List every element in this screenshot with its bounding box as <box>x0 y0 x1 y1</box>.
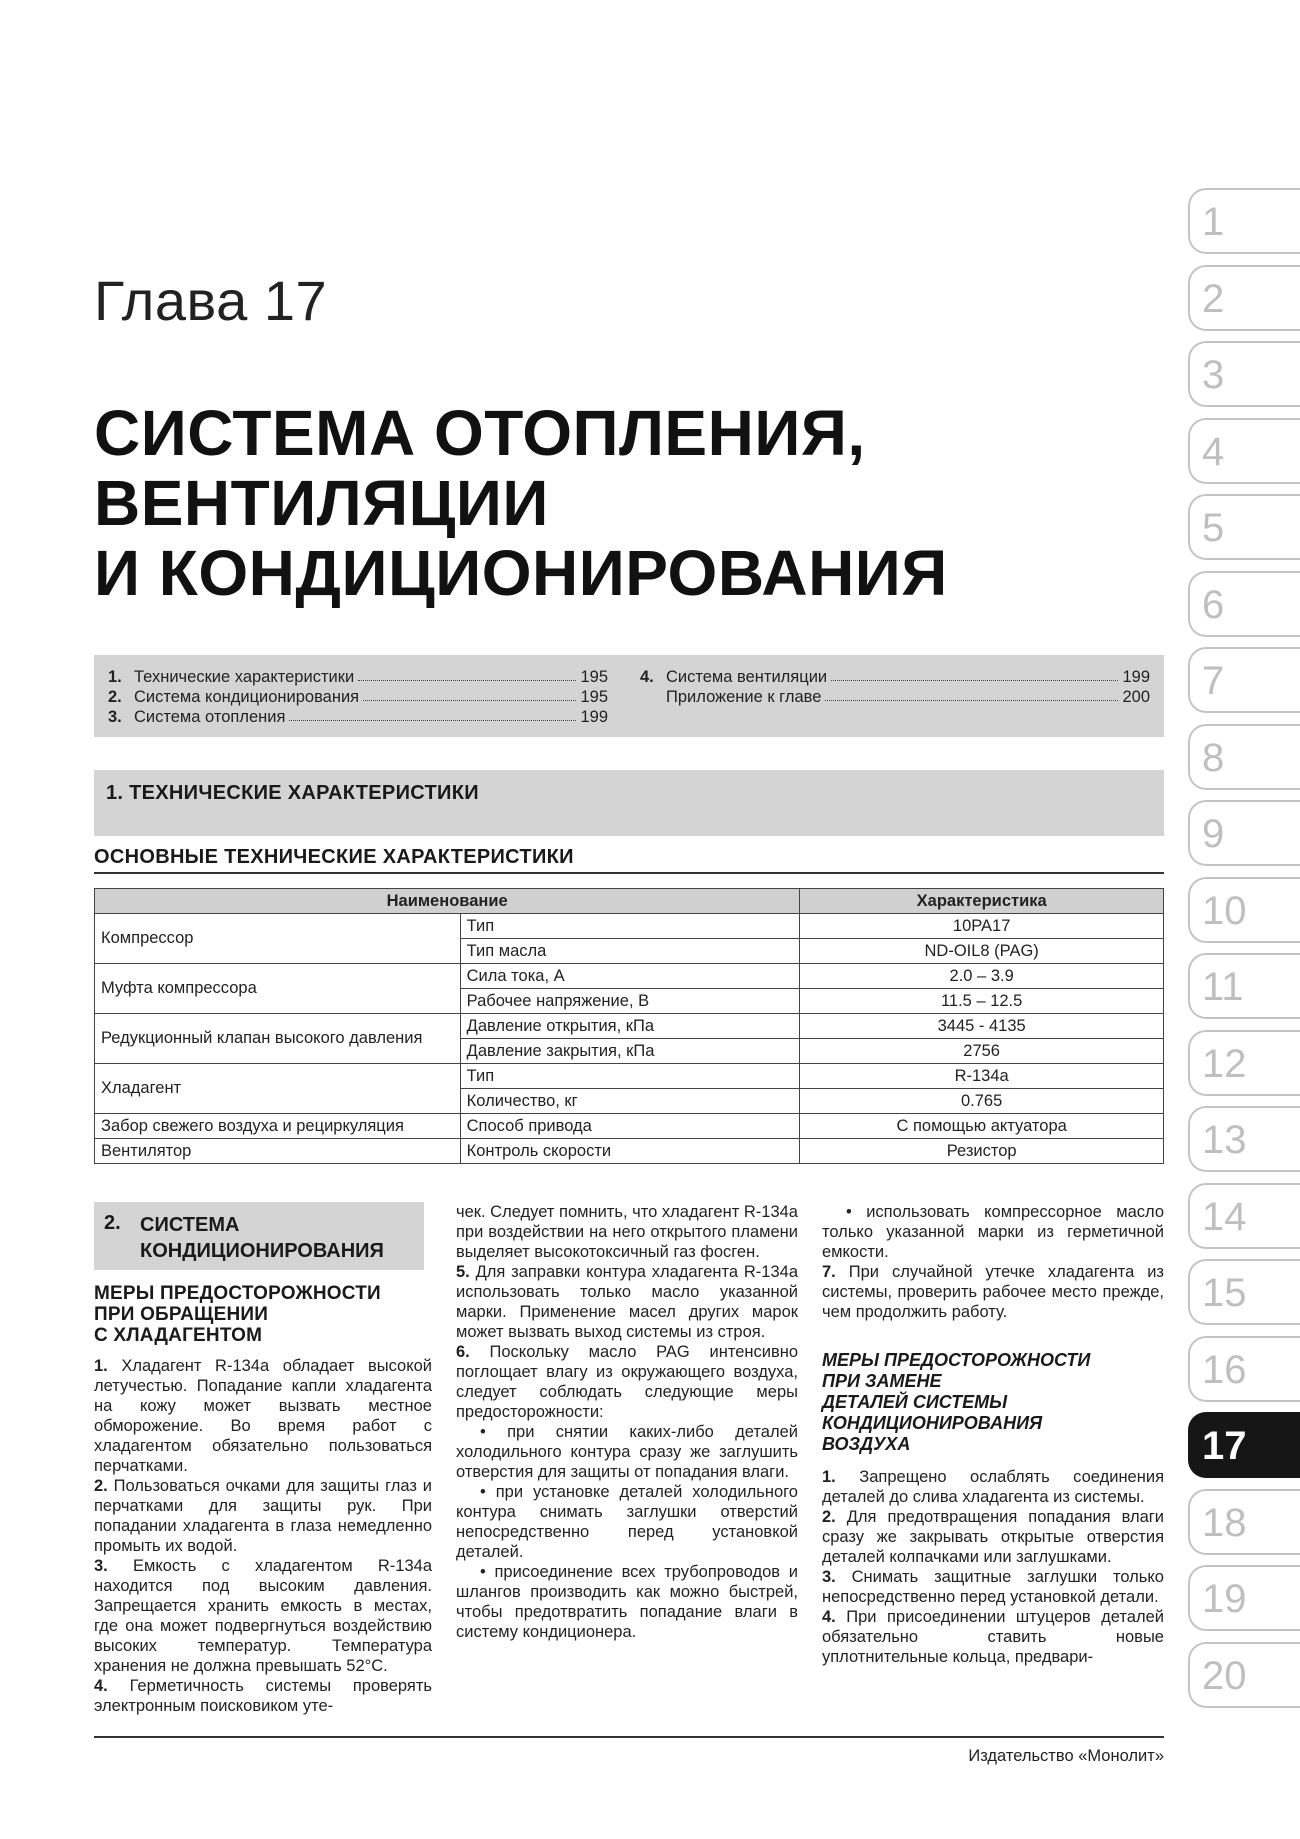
bullet-item <box>456 1562 798 1642</box>
spec-value: 10PA17 <box>800 914 1164 939</box>
chapter-tab-label: 8 <box>1202 735 1225 780</box>
bullet-icon: • <box>480 1563 486 1581</box>
table-row <box>95 1114 1164 1139</box>
chapter-tab-label: 7 <box>1202 659 1225 703</box>
chapter-tab-10[interactable] <box>1188 877 1300 943</box>
chapter-tab-label: 20 <box>1202 1653 1247 1698</box>
spec-param: Тип <box>460 1064 800 1089</box>
contents-item[interactable] <box>640 687 1150 707</box>
paragraph-number: 7. <box>822 1263 836 1281</box>
spec-group-name: Компрессор <box>95 914 461 964</box>
section-title: 1. ТЕХНИЧЕСКИЕ ХАРАКТЕРИСТИКИ <box>106 782 479 804</box>
spec-value: 0.765 <box>800 1089 1164 1114</box>
paragraph <box>822 1567 1164 1607</box>
spec-param: Давление закрытия, кПа <box>460 1039 800 1064</box>
paragraph-text: Емкость с хладагентом R-134a находится под высоким давления. Запрещается хранить емкость в местах, где она может подвергнуться воздействию высоких температур. Температура хранения не должна превышать 52°C. <box>94 1557 432 1675</box>
contents-item[interactable] <box>640 667 1150 687</box>
footer-divider <box>94 1736 1164 1738</box>
paragraph <box>822 1507 1164 1567</box>
bullet-item <box>456 1482 798 1562</box>
bullet-item <box>822 1202 1164 1262</box>
spec-group-name: Вентилятор <box>95 1139 461 1164</box>
paragraph-number: 3. <box>94 1557 108 1575</box>
paragraph-text: использовать компрессорное масло только указанной марки из герметичной емкости. <box>822 1203 1164 1261</box>
subsection-heading-line: МЕРЫ ПРЕДОСТОРОЖНОСТИ <box>822 1350 1091 1370</box>
paragraph-text: При случайной утечке хладагента из системы, проверить рабочее место прежде, чем продолжить работу. <box>822 1263 1164 1321</box>
chapter-tab-label: 6 <box>1202 582 1225 627</box>
paragraph-text: Запрещено ослаблять соединения деталей до слива хладагента из системы. <box>822 1468 1165 1506</box>
bullet-icon: • <box>480 1483 486 1501</box>
contents-leader-dots <box>825 687 1118 701</box>
section-banner <box>94 1202 424 1270</box>
spec-param: Тип масла <box>460 939 800 964</box>
contents-item-title: Система вентиляции <box>666 668 828 686</box>
chapter-tab-7[interactable] <box>1188 647 1300 713</box>
contents-item[interactable] <box>108 667 608 687</box>
spec-value: 3445 - 4135 <box>800 1014 1164 1039</box>
subsection-heading-line: ДЕТАЛЕЙ СИСТЕМЫ <box>822 1392 1008 1412</box>
paragraph-list <box>822 1202 1164 1322</box>
table-row <box>95 1139 1164 1164</box>
chapter-tab-17[interactable] <box>1188 1412 1300 1478</box>
chapter-tab-label: 9 <box>1202 812 1225 856</box>
subsection-heading-line: КОНДИЦИОНИРОВАНИЯ <box>822 1413 1043 1433</box>
paragraph-text: Поскольку масло PAG интенсивно поглощает влагу из окружающего воздуха, следует соблюдать следующие меры предосторожности: <box>456 1343 798 1421</box>
chapter-tab-label: 5 <box>1202 506 1225 550</box>
paragraph <box>822 1262 1164 1322</box>
spec-param: Количество, кг <box>460 1089 800 1114</box>
chapter-tab-13[interactable] <box>1188 1106 1300 1172</box>
paragraph-text: Для предотвращения попадания влаги сразу же закрывать открытые отверстия деталей колпачками или заглушками. <box>822 1508 1164 1566</box>
paragraph <box>456 1202 798 1262</box>
chapter-tab-6[interactable] <box>1188 571 1300 637</box>
paragraph-number: 4. <box>822 1608 836 1626</box>
contents-leader-dots <box>363 687 576 701</box>
chapter-tab-15[interactable] <box>1188 1259 1300 1325</box>
chapter-contents <box>94 655 1164 737</box>
chapter-title-line: ВЕНТИЛЯЦИИ <box>94 467 549 539</box>
spec-value: Резистор <box>800 1139 1164 1164</box>
paragraph-list <box>822 1467 1164 1667</box>
spec-value: 2.0 – 3.9 <box>800 964 1164 989</box>
chapter-tab-label: 12 <box>1202 1041 1247 1086</box>
subsection-heading-line: ВОЗДУХА <box>822 1434 911 1454</box>
contents-item-page: 195 <box>580 668 608 686</box>
contents-item-number: 3. <box>108 708 122 726</box>
subsection-heading <box>822 1350 1164 1455</box>
paragraph-number: 1. <box>822 1468 836 1486</box>
contents-column-right <box>640 667 1150 707</box>
contents-item-page: 200 <box>1122 688 1150 706</box>
paragraph <box>94 1556 432 1676</box>
column-header-name: Наименование <box>95 889 800 914</box>
chapter-tab-19[interactable] <box>1188 1565 1300 1631</box>
paragraph <box>94 1476 432 1556</box>
section-title <box>140 1212 384 1264</box>
paragraph-number: 6. <box>456 1343 470 1361</box>
subsection-heading-line: МЕРЫ ПРЕДОСТОРОЖНОСТИ <box>94 1283 381 1304</box>
paragraph-number: 1. <box>94 1357 108 1375</box>
table-row <box>95 1064 1164 1089</box>
contents-item-page: 195 <box>580 688 608 706</box>
spec-group-name: Муфта компрессора <box>95 964 461 1014</box>
chapter-title <box>94 398 948 608</box>
paragraph-text: Снимать защитные заглушки только непосредственно перед установкой детали. <box>822 1568 1164 1606</box>
spec-value: С помощью актуатора <box>800 1114 1164 1139</box>
paragraph-text: Для заправки контура хладагента R-134a использовать только масло указанной марки. Применение масел других марок может вызвать выход системы из строя. <box>456 1263 798 1341</box>
chapter-tab-label: 18 <box>1202 1500 1247 1545</box>
chapter-tab-12[interactable] <box>1188 1030 1300 1096</box>
spec-value: R-134a <box>800 1064 1164 1089</box>
chapter-tab-3[interactable] <box>1188 341 1300 407</box>
chapter-tab-label: 2 <box>1202 276 1225 321</box>
chapter-tab-11[interactable] <box>1188 953 1300 1019</box>
subsection-heading-line: ПРИ ЗАМЕНЕ <box>822 1371 942 1391</box>
contents-item[interactable] <box>108 687 608 707</box>
subsection-heading-line: С ХЛАДАГЕНТОМ <box>94 1325 263 1346</box>
section-title-line: СИСТЕМА <box>140 1214 240 1236</box>
paragraph-text: присоединение всех трубопроводов и шлангов производить как можно быстрей, чтобы предотвратить попадание влаги в систему кондиционера. <box>456 1563 798 1641</box>
paragraph-text: при установке деталей холодильного контура снимать заглушки отверстий непосредственно перед установкой деталей. <box>456 1483 798 1561</box>
chapter-tab-5[interactable] <box>1188 494 1300 560</box>
contents-column-left <box>108 667 608 727</box>
specs-table <box>94 888 1164 1164</box>
table-row <box>95 914 1164 939</box>
text-column-2 <box>456 1202 798 1642</box>
bullet-icon: • <box>480 1423 486 1441</box>
section-title-line: КОНДИЦИОНИРОВАНИЯ <box>140 1240 384 1262</box>
chapter-tab-label: 11 <box>1202 965 1244 1009</box>
chapter-title-line: И КОНДИЦИОНИРОВАНИЯ <box>94 537 948 609</box>
contents-item-title: Система отопления <box>134 708 286 726</box>
contents-item-title: Приложение к главе <box>666 688 822 706</box>
contents-leader-dots <box>289 707 576 721</box>
spec-param: Рабочее напряжение, В <box>460 989 800 1014</box>
paragraph-text: Хладагент R-134a обладает высокой летучестью. Попадание капли хладагента на кожу может вызвать местное обморожение. Во время работ с хладагентом обязательно пользоваться перчатками. <box>94 1357 432 1475</box>
chapter-tab-label: 3 <box>1202 353 1225 397</box>
paragraph <box>822 1607 1164 1667</box>
table-row <box>95 1014 1164 1039</box>
chapter-tab-8[interactable] <box>1188 724 1300 790</box>
spec-value: 2756 <box>800 1039 1164 1064</box>
contents-item-number: 2. <box>108 688 122 706</box>
chapter-tab-4[interactable] <box>1188 418 1300 484</box>
paragraph <box>94 1676 432 1716</box>
chapter-tab-2[interactable] <box>1188 265 1300 331</box>
chapter-tab-label: 13 <box>1202 1118 1247 1162</box>
contents-item-title: Технические характеристики <box>134 668 355 686</box>
contents-leader-dots <box>831 667 1118 681</box>
chapter-tab-1[interactable] <box>1188 188 1300 254</box>
spec-param: Сила тока, А <box>460 964 800 989</box>
chapter-tab-14[interactable] <box>1188 1183 1300 1249</box>
subsection-heading <box>94 1283 432 1346</box>
text-column-3 <box>822 1202 1164 1667</box>
paragraph-number: 2. <box>822 1508 836 1526</box>
chapter-tab-label: 14 <box>1202 1194 1247 1239</box>
paragraph <box>456 1262 798 1342</box>
paragraph-text: При присоединении штуцеров деталей обязательно ставить новые уплотнительные кольца, предвари- <box>822 1608 1164 1666</box>
paragraph-text: чек. Следует помнить, что хладагент R-134a при воздействии на него открытого пламени выделяет высокотоксичный газ фосген. <box>456 1203 798 1261</box>
chapter-tab-9[interactable] <box>1188 800 1300 866</box>
spec-value: 11.5 – 12.5 <box>800 989 1164 1014</box>
paragraph-number: 2. <box>94 1477 108 1495</box>
paragraph-number: 3. <box>822 1568 836 1586</box>
chapter-tab-label: 10 <box>1202 888 1247 933</box>
section-number: 2. <box>104 1212 121 1234</box>
chapter-title-line: СИСТЕМА ОТОПЛЕНИЯ, <box>94 397 866 469</box>
chapter-tab-label: 1 <box>1202 200 1225 244</box>
chapter-label: Глава 17 <box>94 269 328 332</box>
contents-item-number: 4. <box>640 668 654 686</box>
paragraph-number: 5. <box>456 1263 470 1281</box>
paragraph <box>456 1342 798 1422</box>
publisher-label: Издательство «Монолит» <box>968 1747 1164 1765</box>
chapter-tab-20[interactable] <box>1188 1642 1300 1708</box>
contents-item-title: Система кондиционирования <box>134 688 360 706</box>
subsection-heading-line: ПРИ ОБРАЩЕНИИ <box>94 1304 269 1325</box>
spec-group-name: Забор свежего воздуха и рециркуляция <box>95 1114 461 1139</box>
spec-param: Давление открытия, кПа <box>460 1014 800 1039</box>
text-column-1 <box>94 1283 432 1716</box>
chapter-tab-label: 15 <box>1202 1271 1247 1315</box>
specs-heading: ОСНОВНЫЕ ТЕХНИЧЕСКИЕ ХАРАКТЕРИСТИКИ <box>94 846 574 868</box>
contents-item-page: 199 <box>1122 668 1150 686</box>
table-row <box>95 964 1164 989</box>
contents-item-page: 199 <box>580 708 608 726</box>
contents-item[interactable] <box>108 707 608 727</box>
spec-param: Способ привода <box>460 1114 800 1139</box>
chapter-tab-label: 4 <box>1202 429 1225 474</box>
contents-item-number <box>640 687 666 707</box>
spec-param: Контроль скорости <box>460 1139 800 1164</box>
table-header-row <box>95 889 1164 914</box>
paragraph <box>822 1467 1164 1507</box>
spec-param: Тип <box>460 914 800 939</box>
divider <box>94 872 1164 874</box>
column-header-value: Характеристика <box>800 889 1164 914</box>
paragraph-text: Пользоваться очками для защиты глаз и перчатками для защиты рук. При попадании хладагента в глаза немедленно промыть их водой. <box>94 1477 432 1555</box>
chapter-tab-16[interactable] <box>1188 1336 1300 1402</box>
chapter-tab-label: 17 <box>1202 1424 1247 1468</box>
bullet-item <box>456 1422 798 1482</box>
spec-group-name: Хладагент <box>95 1064 461 1114</box>
chapter-tab-label: 19 <box>1202 1577 1247 1621</box>
section-banner <box>94 770 1164 836</box>
bullet-icon: • <box>846 1203 852 1221</box>
spec-group-name: Редукционный клапан высокого давления <box>95 1014 461 1064</box>
paragraph <box>94 1356 432 1476</box>
chapter-tab-label: 16 <box>1202 1347 1247 1392</box>
paragraph-number: 4. <box>94 1677 108 1695</box>
contents-item-number: 1. <box>108 668 122 686</box>
contents-leader-dots <box>358 667 576 681</box>
spec-value: ND-OIL8 (PAG) <box>800 939 1164 964</box>
paragraph-text: Герметичность системы проверять электронным поисковиком уте- <box>94 1677 432 1715</box>
chapter-tab-18[interactable] <box>1188 1489 1300 1555</box>
paragraph-list <box>94 1356 432 1716</box>
paragraph-text: при снятии каких-либо деталей холодильного контура сразу же заглушить отверстия для защиты от попадания влаги. <box>456 1423 798 1481</box>
